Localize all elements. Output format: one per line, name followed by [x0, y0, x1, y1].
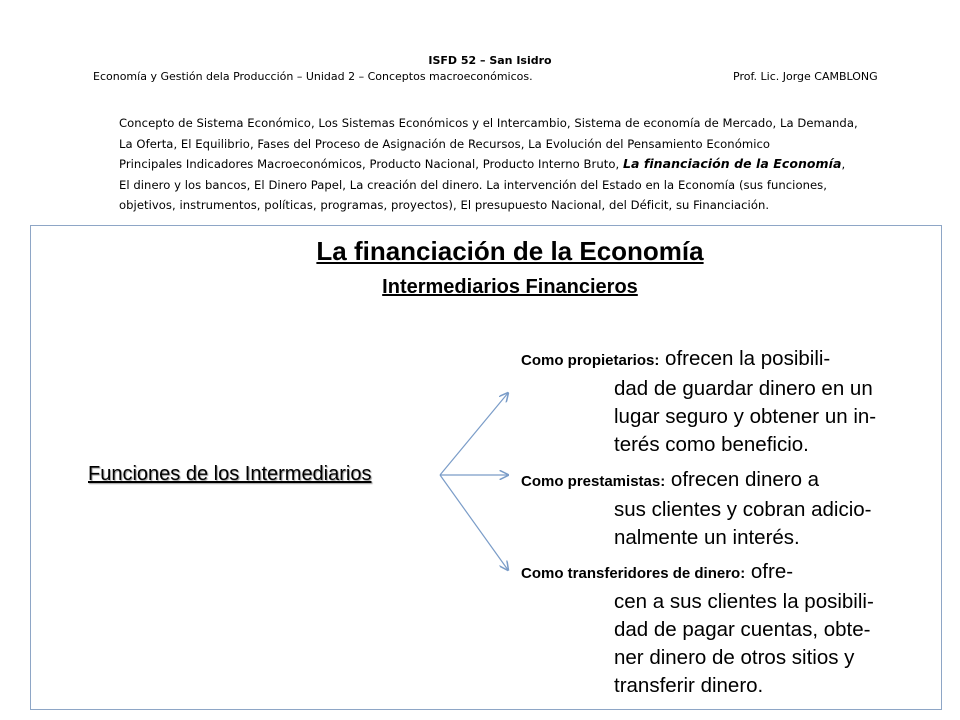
slide-title: La financiación de la Economía: [316, 236, 704, 266]
role-owners: [521, 345, 931, 459]
functions-label: Funciones de los Intermediarios: [88, 463, 372, 485]
topics-text: Principales Indicadores Macroeconómicos, Producto Nacional, Producto Interno Bruto,: [119, 157, 623, 171]
role-lead: Como prestamistas:: [521, 473, 666, 490]
role-text: ofrecen dinero a: [665, 468, 820, 491]
role-text: cen a sus clientes la posibili-: [614, 590, 874, 613]
topics-line: objetivos, instrumentos, políticas, programas, proyectos), El presupuesto Nacional, del Déficit, su Financiación.: [119, 198, 770, 212]
topics-line: El dinero y los bancos, El Dinero Papel, La creación del dinero. La intervención del Estado en la Economía (sus funciones,: [119, 177, 828, 192]
role-text: sus clientes y cobran adicio-: [614, 498, 872, 521]
professor-name: Prof. Lic. Jorge CAMBLONG: [733, 70, 878, 83]
role-lead: Como propietarios:: [521, 352, 660, 369]
arrow-to-transferers: [440, 475, 508, 570]
topics-highlight: La financiación de la Economía: [622, 156, 842, 171]
topics-line: La Oferta, El Equilibrio, Fases del Proceso de Asignación de Recursos, La Evolución del Pensamiento Económico: [119, 136, 771, 151]
role-transferers: [521, 558, 931, 700]
topics-line: Concepto de Sistema Económico, Los Sistemas Económicos y el Intercambio, Sistema de economía de Mercado, La Demanda,: [119, 116, 858, 130]
role-text: nalmente un interés.: [614, 526, 800, 549]
slide-subtitle: Intermediarios Financieros: [382, 276, 638, 298]
institution-title: ISFD 52 – San Isidro: [428, 54, 552, 67]
role-text: dad de pagar cuentas, obte-: [614, 618, 871, 641]
arrow-to-owners: [440, 393, 508, 475]
role-lenders: [521, 466, 931, 552]
course-subtitle: Economía y Gestión dela Producción – Unidad 2 – Conceptos macroeconómicos.: [93, 70, 533, 83]
role-text: dad de guardar dinero en un: [614, 377, 873, 400]
role-text: lugar seguro y obtener un in-: [614, 405, 877, 428]
role-text: ofrecen la posibili-: [659, 347, 831, 370]
role-text: ner dinero de otros sitios y: [614, 646, 855, 669]
role-lead: Como transferidores de dinero:: [521, 565, 746, 582]
topics-text: ,: [841, 157, 846, 171]
role-text: ofre-: [745, 560, 794, 583]
role-text: terés como beneficio.: [614, 433, 809, 456]
role-text: transferir dinero.: [614, 674, 764, 697]
